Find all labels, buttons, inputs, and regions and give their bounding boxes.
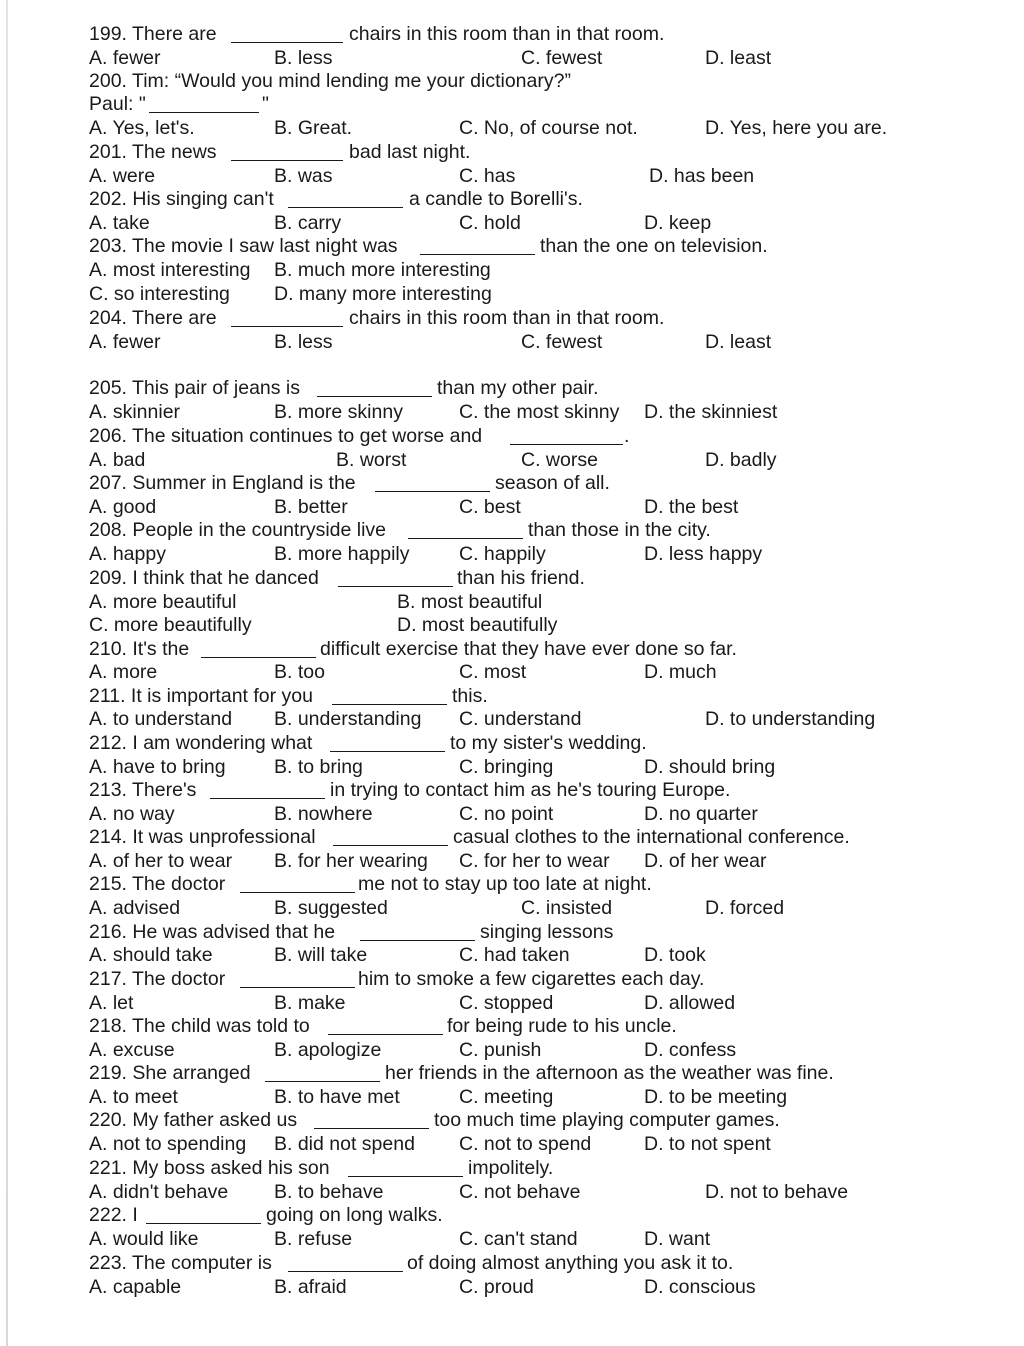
options-line	[0, 943, 1024, 967]
question-text-continued: impolitely.	[468, 1157, 554, 1179]
question-line	[0, 684, 1024, 708]
answer-option: D. allowed	[644, 992, 736, 1014]
question-text: 219. She arranged	[89, 1062, 251, 1084]
answer-option: B. suggested	[274, 897, 388, 919]
answer-blank	[332, 684, 447, 705]
answer-option: C. has	[459, 165, 516, 187]
question-text: 215. The doctor	[89, 873, 226, 895]
answer-option: C. not to spend	[459, 1133, 592, 1155]
answer-option: D. has been	[649, 165, 755, 187]
question-text-continued: bad last night.	[349, 141, 471, 163]
answer-blank	[408, 518, 523, 539]
question-line	[0, 187, 1024, 211]
answer-option: D. conscious	[644, 1276, 756, 1298]
question-text: 209. I think that he danced	[89, 567, 319, 589]
answer-option: A. good	[89, 496, 157, 518]
options-line	[0, 1085, 1024, 1109]
question-text: 202. His singing can't	[89, 188, 274, 210]
answer-option: A. not to spending	[89, 1133, 247, 1155]
question-line	[0, 967, 1024, 991]
options-line	[0, 330, 1024, 354]
question-line	[0, 306, 1024, 330]
answer-blank	[317, 376, 432, 397]
question-text-continued: me not to stay up too late at night.	[358, 873, 652, 895]
question-text-continued: than his friend.	[457, 567, 585, 589]
answer-option: B. to behave	[274, 1181, 384, 1203]
question-text: 221. My boss asked his son	[89, 1157, 330, 1179]
question-line	[0, 92, 1024, 116]
answer-option: C. most	[459, 661, 527, 683]
question-text-continued: "	[262, 93, 269, 115]
question-line	[0, 731, 1024, 755]
question-line	[0, 872, 1024, 896]
answer-option: A. fewer	[89, 47, 161, 69]
answer-option: D. much	[644, 661, 717, 683]
answer-option: D. of her wear	[644, 850, 767, 872]
answer-option: C. understand	[459, 708, 582, 730]
answer-blank	[360, 920, 475, 941]
question-line	[0, 424, 1024, 448]
answer-option: D. to be meeting	[644, 1086, 788, 1108]
question-line	[0, 825, 1024, 849]
answer-blank	[348, 1156, 463, 1177]
question-line	[0, 140, 1024, 164]
question-line	[0, 920, 1024, 944]
answer-option: A. excuse	[89, 1039, 175, 1061]
question-text: 205. This pair of jeans is	[89, 377, 301, 399]
question-text: 220. My father asked us	[89, 1109, 298, 1131]
answer-option: A. were	[89, 165, 156, 187]
answer-option: D. Yes, here you are.	[705, 117, 888, 139]
options-line	[0, 660, 1024, 684]
answer-option: B. Great.	[274, 117, 353, 139]
answer-option: C. meeting	[459, 1086, 554, 1108]
answer-option: C. worse	[521, 449, 598, 471]
answer-blank	[288, 1251, 403, 1272]
answer-option: C. no point	[459, 803, 554, 825]
answer-option: B. more skinny	[274, 401, 403, 423]
answer-option: A. fewer	[89, 331, 161, 353]
answer-option: B. apologize	[274, 1039, 382, 1061]
answer-blank	[328, 1014, 443, 1035]
answer-blank	[420, 234, 535, 255]
answer-option: B. nowhere	[274, 803, 373, 825]
answer-option: D. not to behave	[705, 1181, 849, 1203]
answer-blank	[231, 22, 343, 43]
question-line	[0, 471, 1024, 495]
options-line	[0, 896, 1024, 920]
question-text-continued: too much time playing computer games.	[434, 1109, 780, 1131]
options-line	[0, 400, 1024, 424]
question-text: Paul: "	[89, 93, 146, 115]
answer-option: C. had taken	[459, 944, 570, 966]
options-line	[0, 991, 1024, 1015]
question-text: 222. I	[89, 1204, 138, 1226]
answer-option: A. more	[89, 661, 158, 683]
answer-option: C. proud	[459, 1276, 534, 1298]
answer-option: D. to not spent	[644, 1133, 771, 1155]
options-line	[0, 613, 1024, 637]
answer-blank	[240, 967, 355, 988]
answer-blank	[333, 825, 448, 846]
question-text: 208. People in the countryside live	[89, 519, 387, 541]
options-line	[0, 542, 1024, 566]
options-line	[0, 282, 1024, 306]
answer-option: B. most beautiful	[397, 591, 543, 613]
question-text-continued: season of all.	[495, 472, 610, 494]
options-line	[0, 1227, 1024, 1251]
answer-option: C. more beautifully	[89, 614, 252, 636]
answer-option: A. advised	[89, 897, 181, 919]
question-text: 203. The movie I saw last night was	[89, 235, 398, 257]
answer-option: C. so interesting	[89, 283, 230, 305]
answer-option: A. take	[89, 212, 150, 234]
answer-option: D. least	[705, 331, 772, 353]
options-line	[0, 1180, 1024, 1204]
answer-option: B. will take	[274, 944, 368, 966]
answer-option: C. insisted	[521, 897, 613, 919]
answer-blank	[149, 92, 259, 113]
answer-option: A. let	[89, 992, 134, 1014]
question-line	[0, 778, 1024, 802]
answer-option: A. more beautiful	[89, 591, 237, 613]
answer-option: A. happy	[89, 543, 166, 565]
question-line	[0, 1108, 1024, 1132]
answer-option: C. No, of course not.	[459, 117, 638, 139]
question-text: 214. It was unprofessional	[89, 826, 316, 848]
question-text-continued: a candle to Borelli's.	[409, 188, 583, 210]
options-line	[0, 1132, 1024, 1156]
answer-option: B. afraid	[274, 1276, 347, 1298]
answer-option: B. less	[274, 331, 333, 353]
answer-option: B. did not spend	[274, 1133, 415, 1155]
answer-option: D. many more interesting	[274, 283, 492, 305]
question-text-continued: casual clothes to the international conference.	[453, 826, 850, 848]
question-text-continued: than those in the city.	[528, 519, 711, 541]
options-line	[0, 164, 1024, 188]
question-line	[0, 234, 1024, 258]
answer-option: A. to meet	[89, 1086, 178, 1108]
answer-option: A. didn't behave	[89, 1181, 229, 1203]
answer-option: D. should bring	[644, 756, 776, 778]
question-text-continued: difficult exercise that they have ever done so far.	[320, 638, 737, 660]
answer-option: B. make	[274, 992, 346, 1014]
options-line	[0, 448, 1024, 472]
question-text-continued: him to smoke a few cigarettes each day.	[358, 968, 705, 990]
answer-option: C. punish	[459, 1039, 542, 1061]
answer-option: B. to bring	[274, 756, 363, 778]
answer-option: A. bad	[89, 449, 146, 471]
answer-option: A. Yes, let's.	[89, 117, 195, 139]
answer-option: D. badly	[705, 449, 777, 471]
answer-option: B. understanding	[274, 708, 422, 730]
answer-option: B. too	[274, 661, 325, 683]
answer-option: D. confess	[644, 1039, 737, 1061]
question-line	[0, 566, 1024, 590]
answer-blank	[146, 1203, 261, 1224]
answer-option: B. refuse	[274, 1228, 353, 1250]
question-text-continued: chairs in this room than in that room.	[349, 307, 665, 329]
answer-option: C. happily	[459, 543, 546, 565]
answer-option: C. best	[459, 496, 521, 518]
answer-option: A. most interesting	[89, 259, 251, 281]
answer-blank	[240, 872, 355, 893]
answer-blank	[231, 306, 343, 327]
answer-option: D. the skinniest	[644, 401, 778, 423]
answer-option: B. for her wearing	[274, 850, 428, 872]
question-text-continued: this.	[452, 685, 488, 707]
question-text-continued: going on long walks.	[266, 1204, 443, 1226]
answer-option: A. to understand	[89, 708, 233, 730]
answer-option: D. keep	[644, 212, 712, 234]
question-text-continued: .	[624, 425, 630, 447]
question-text: 216. He was advised that he	[89, 921, 336, 943]
answer-blank	[288, 187, 403, 208]
answer-option: C. hold	[459, 212, 521, 234]
options-line	[0, 755, 1024, 779]
answer-option: D. most beautifully	[397, 614, 558, 636]
answer-option: A. no way	[89, 803, 175, 825]
answer-option: B. better	[274, 496, 348, 518]
answer-option: D. no quarter	[644, 803, 758, 825]
answer-blank	[510, 424, 623, 445]
question-text: 223. The computer is	[89, 1252, 272, 1274]
options-line	[0, 1275, 1024, 1299]
question-text-continued: singing lessons	[480, 921, 614, 943]
question-line	[0, 69, 1024, 93]
answer-option: C. fewest	[521, 47, 603, 69]
answer-option: C. can't stand	[459, 1228, 578, 1250]
options-line	[0, 707, 1024, 731]
answer-option: D. to understanding	[705, 708, 876, 730]
answer-option: A. should take	[89, 944, 213, 966]
answer-blank	[330, 731, 445, 752]
question-text: 204. There are	[89, 307, 217, 329]
answer-option: B. much more interesting	[274, 259, 491, 281]
question-line	[0, 1251, 1024, 1275]
answer-option: A. would like	[89, 1228, 199, 1250]
question-text-continued: chairs in this room than in that room.	[349, 23, 665, 45]
question-line	[0, 518, 1024, 542]
options-line	[0, 849, 1024, 873]
answer-option: D. less happy	[644, 543, 763, 565]
answer-option: C. for her to wear	[459, 850, 610, 872]
question-text: 207. Summer in England is the	[89, 472, 356, 494]
question-text: 211. It is important for you	[89, 685, 313, 707]
answer-option: C. fewest	[521, 331, 603, 353]
question-text: 218. The child was told to	[89, 1015, 310, 1037]
question-text: 199. There are	[89, 23, 217, 45]
answer-option: C. the most skinny	[459, 401, 620, 423]
answer-option: D. took	[644, 944, 706, 966]
question-line	[0, 637, 1024, 661]
options-line	[0, 590, 1024, 614]
options-line	[0, 495, 1024, 519]
answer-option: C. bringing	[459, 756, 554, 778]
answer-blank	[314, 1108, 429, 1129]
question-text-continued: her friends in the afternoon as the weather was fine.	[385, 1062, 834, 1084]
answer-option: A. skinnier	[89, 401, 181, 423]
question-text-continued: in trying to contact him as he's touring Europe.	[330, 779, 731, 801]
answer-option: C. not behave	[459, 1181, 581, 1203]
options-line	[0, 802, 1024, 826]
answer-option: D. the best	[644, 496, 739, 518]
answer-option: B. less	[274, 47, 333, 69]
answer-option: B. worst	[336, 449, 407, 471]
options-line	[0, 211, 1024, 235]
answer-option: B. was	[274, 165, 333, 187]
question-line	[0, 1061, 1024, 1085]
answer-blank	[201, 637, 316, 658]
answer-blank	[338, 566, 453, 587]
question-text-continued: than my other pair.	[437, 377, 599, 399]
answer-blank	[210, 778, 325, 799]
question-text-continued: of doing almost anything you ask it to.	[407, 1252, 734, 1274]
answer-option: D. forced	[705, 897, 785, 919]
question-text: 217. The doctor	[89, 968, 226, 990]
question-line	[0, 376, 1024, 400]
question-line	[0, 1203, 1024, 1227]
answer-blank	[265, 1061, 380, 1082]
options-line	[0, 258, 1024, 282]
question-text: 210. It's the	[89, 638, 190, 660]
answer-blank	[231, 140, 343, 161]
question-text: 200. Tim: “Would you mind lending me your dictionary?”	[89, 70, 571, 92]
question-text-continued: for being rude to his uncle.	[447, 1015, 677, 1037]
question-text: 213. There's	[89, 779, 197, 801]
answer-option: A. capable	[89, 1276, 182, 1298]
question-text-continued: than the one on television.	[540, 235, 768, 257]
options-line	[0, 46, 1024, 70]
answer-option: A. have to bring	[89, 756, 226, 778]
question-text: 201. The news	[89, 141, 217, 163]
question-line	[0, 1156, 1024, 1180]
options-line	[0, 1038, 1024, 1062]
answer-option: D. least	[705, 47, 772, 69]
answer-option: B. carry	[274, 212, 342, 234]
question-text-continued: to my sister's wedding.	[450, 732, 647, 754]
question-line	[0, 1014, 1024, 1038]
question-text: 212. I am wondering what	[89, 732, 313, 754]
answer-blank	[375, 471, 490, 492]
answer-option: B. more happily	[274, 543, 410, 565]
answer-option: A. of her to wear	[89, 850, 233, 872]
answer-option: D. want	[644, 1228, 711, 1250]
question-text: 206. The situation continues to get worse and	[89, 425, 483, 447]
answer-option: B. to have met	[274, 1086, 400, 1108]
question-line	[0, 22, 1024, 46]
options-line	[0, 116, 1024, 140]
answer-option: C. stopped	[459, 992, 554, 1014]
